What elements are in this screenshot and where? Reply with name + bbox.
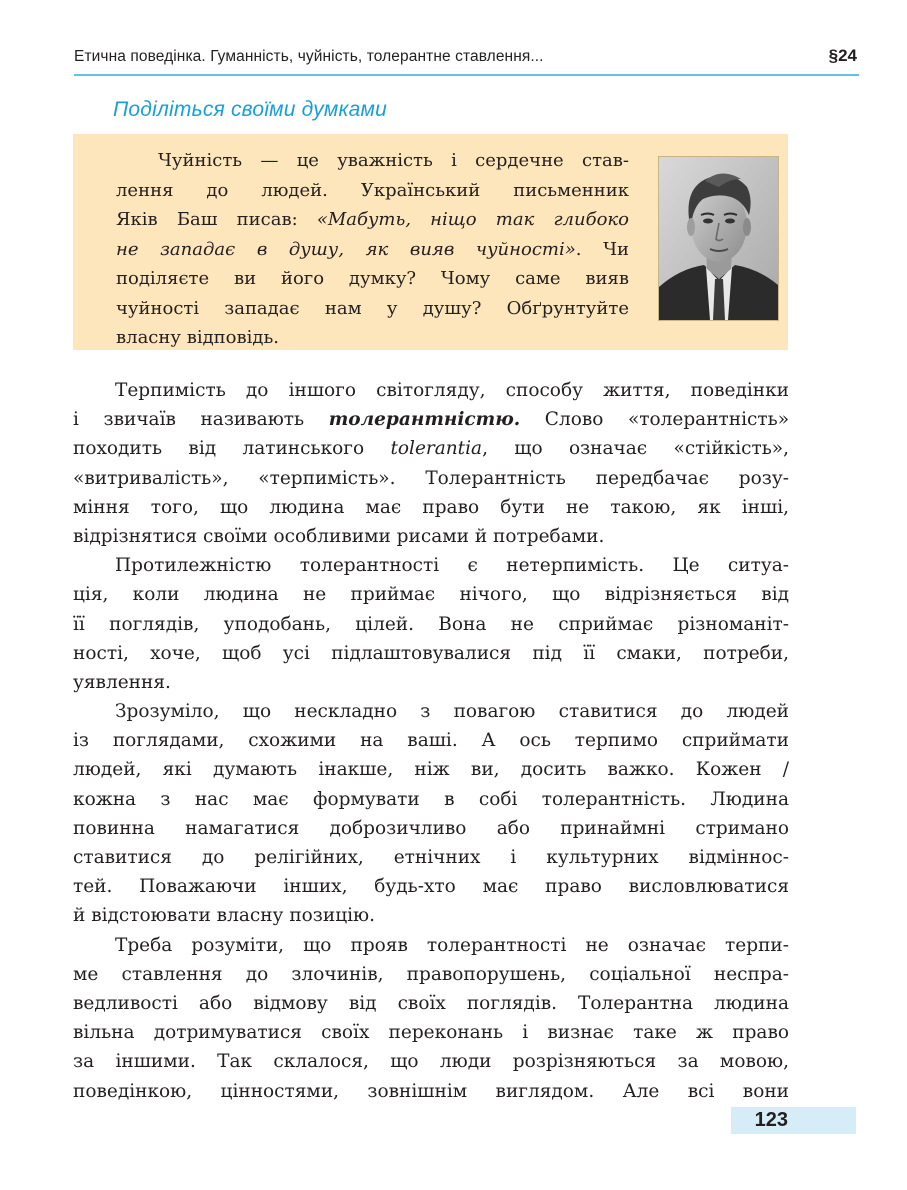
think-line: Яків Баш писав: «Мабуть, ніщо так глибоко: [116, 209, 630, 230]
text-line: і звичаїв називають толерантністю. Слово «толерантність»: [73, 409, 790, 431]
text-line: ставитися до релігійних, етнічних і культурних відміннос-: [73, 847, 789, 868]
text-line: ме ставлення до злочинів, правопорушень, соціальної неспра-: [73, 963, 789, 985]
text-line: із поглядами, схожими на ваші. А ось терпимо сприймати: [73, 730, 789, 752]
text-line: відрізнятися своїми особливими рисами й потребами.: [73, 525, 605, 547]
think-box-text: [116, 146, 629, 353]
think-line: власну відповідь.: [116, 327, 279, 348]
header-rule: [74, 74, 859, 76]
text-line: походить від латинського tolerantia, що означає «стійкість»,: [73, 438, 790, 460]
text-line: людей, які думають інакше, ніж ви, досить важко. Кожен /: [73, 759, 789, 781]
text-line: вільна дотримуватися своїх переконань і визнає таке ж право: [73, 1022, 789, 1044]
think-line: Чуйність — це уважність і сердечне став-: [158, 150, 629, 171]
term-tolerance: толерантністю.: [328, 409, 521, 431]
text-line: ності, хоче, щоб усі підлаштовувалися під її смаки, потреби,: [73, 642, 789, 664]
think-line: лення до людей. Український письменник: [116, 179, 629, 201]
text-line: поведінкою, цінностями, зовнішнім виглядом. Але всі вони: [73, 1080, 789, 1102]
section-number: §24: [828, 46, 857, 65]
page-number: 123: [754, 1109, 788, 1131]
text-line: й відстоювати власну позицію.: [73, 905, 376, 927]
text-line: Треба розуміти, що прояв толерантності не означає терпи-: [115, 934, 789, 956]
text-line: ведливості або відмову від своїх поглядів. Толерантна людина: [73, 992, 789, 1014]
text-line: «витривалість», «терпимість». Толерантність передбачає розу-: [73, 467, 789, 489]
text-line: ція, коли людина не приймає нічого, що відрізняється від: [73, 584, 789, 606]
think-box-heading: Поділіться своїми думками: [113, 98, 387, 121]
think-line: чуйності западає нам у душу? Обґрунтуйте: [116, 297, 629, 319]
text-line: уявлення.: [73, 671, 171, 693]
quote-text: «Мабуть, ніщо так глибоко: [316, 209, 630, 230]
think-line: поділяєте ви його думку? Чому саме вияв: [116, 268, 629, 289]
text-line: Терпимість до іншого світогляду, способу життя, поведінки: [115, 380, 789, 401]
text-line: її поглядів, уподобань, цілей. Вона не сприймає різноманіт-: [73, 613, 789, 635]
think-line: не западає в душу, як вияв чуйності». Чи: [116, 238, 630, 260]
chapter-title: Етична поведінка. Гуманність, чуйність, толерантне ставлення...: [74, 48, 544, 65]
think-box: [73, 134, 788, 350]
text-line: повинна намагатися доброзичливо або принаймні стримано: [73, 817, 789, 839]
latin-term: tolerantia: [390, 438, 483, 460]
page-number-box: [731, 1107, 856, 1134]
text-line: за іншими. Так склалося, що люди розрізняються за мовою,: [73, 1051, 789, 1073]
text-line: міння того, що людина має право бути не такою, як інші,: [73, 496, 789, 518]
main-text: [73, 376, 789, 1106]
text-line: кожна з нас має формувати в собі толерантність. Людина: [73, 788, 789, 810]
text-line: Зрозуміло, що нескладно з повагою ставитися до людей: [115, 701, 789, 723]
running-head: [74, 46, 859, 72]
portrait-photo-icon: [658, 156, 779, 321]
quote-text: не западає в душу, як вияв чуйності»: [116, 238, 576, 260]
text-line: тей. Поважаючи інших, будь-хто має право висловлюватися: [73, 876, 789, 898]
text-line: Протилежністю толерантності є нетерпимість. Це ситуа-: [115, 555, 789, 577]
